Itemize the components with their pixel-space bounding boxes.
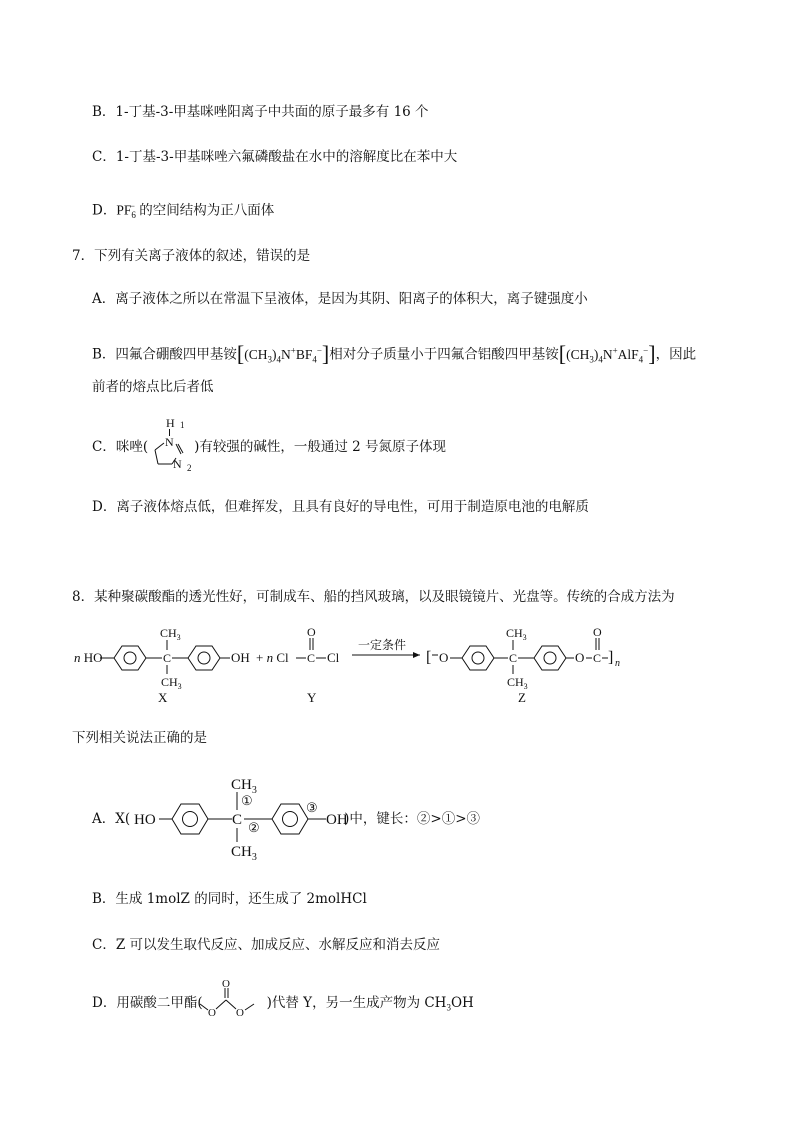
svg-text:Cl: Cl	[327, 650, 340, 665]
q8-stem: 8．某种聚碳酸酯的透光性好，可制成车、船的挡风玻璃，以及眼镜镜片、光盘等。传统的合成方法为	[72, 589, 675, 605]
svg-text:HO: HO	[134, 812, 156, 828]
q8-option-b: B．生成 1molZ 的同时，还生成了 2molHCl	[92, 891, 367, 907]
svg-text:n: n	[615, 658, 620, 669]
svg-text:C: C	[232, 812, 243, 828]
imidazole-structure	[146, 416, 200, 472]
svg-text:O: O	[236, 1007, 244, 1018]
svg-text:H: H	[166, 416, 175, 430]
q8-option-a: A．X( )中，键长：②>①>③	[92, 811, 481, 827]
label-z: Z	[518, 690, 526, 705]
svg-text:N: N	[165, 435, 174, 449]
svg-text:C: C	[509, 651, 518, 665]
q6-option-c: C．1-丁基-3-甲基咪唑六氟磷酸盐在水中的溶解度比在苯中大	[92, 149, 458, 165]
svg-text:C: C	[163, 651, 172, 665]
dimethyl-carbonate-structure	[196, 978, 266, 1018]
svg-text:O: O	[439, 650, 449, 665]
bisphenol-a-structure	[128, 772, 358, 864]
svg-text:O: O	[208, 1007, 216, 1018]
svg-text:CH3: $CH_3$	[160, 626, 181, 642]
svg-text:O: O	[307, 625, 316, 639]
q6-option-d: D．$PF_6^-$ 的空间结构为正八面体	[92, 201, 275, 221]
svg-text:②: ②	[248, 820, 260, 835]
q8-option-d: D．用碳酸二甲酯( )代替 Y，另一生成产物为 $CH_3OH$	[92, 995, 474, 1013]
svg-text:1: 1	[180, 420, 185, 430]
svg-text:CH3: $CH_3$	[507, 675, 528, 691]
svg-text:+ n Cl: + n Cl	[256, 650, 289, 665]
svg-text:CH3: $CH_3$	[506, 626, 527, 642]
q7-stem: 7．下列有关离子液体的叙述，错误的是	[72, 248, 311, 264]
svg-text:N: N	[173, 457, 182, 471]
q8-followup: 下列相关说法正确的是	[72, 730, 207, 746]
svg-text:C: C	[593, 651, 602, 665]
svg-text:n HO: n HO	[74, 650, 103, 665]
q7-option-d: D．离子液体熔点低，但难挥发，且具有良好的导电性，可用于制造原电池的电解质	[92, 499, 589, 515]
svg-text:CH3: $CH_3$	[161, 675, 182, 691]
svg-text:]: ]	[608, 649, 614, 666]
svg-text:O: O	[593, 625, 602, 639]
q8-option-c: C．Z 可以发生取代反应、加成反应、水解反应和消去反应	[92, 937, 440, 953]
svg-text:①: ①	[241, 793, 253, 808]
q7-option-a: A．离子液体之所以在常温下呈液体，是因为其阴、阳离子的体积大，离子键强度小	[92, 291, 588, 307]
label-y: Y	[307, 690, 317, 705]
svg-text:O: O	[222, 978, 230, 990]
svg-text:OH: OH	[231, 650, 250, 665]
q6-option-b: B．1-丁基-3-甲基咪唑阳离子中共面的原子最多有 16 个	[92, 104, 429, 120]
reaction-scheme	[70, 622, 730, 708]
q7-option-c: C．咪唑( )有较强的碱性，一般通过 2 号氮原子体现	[92, 439, 447, 455]
svg-text:OH: OH	[326, 812, 348, 828]
label-x: X	[158, 690, 168, 705]
svg-text:[: [	[426, 649, 432, 666]
q7-option-b-line2: 前者的熔点比后者低	[92, 379, 214, 395]
svg-text:C: C	[307, 651, 316, 665]
reaction-condition: 一定条件	[358, 638, 407, 652]
q7-option-b-line1: B．四氟合硼酸四甲基铵$[(CH_3)_4N^+BF_4^-]$相对分子质量小于四氟合铝酸四甲基铵$[(CH_3)_4N^+AlF_4^-]$，因此	[92, 340, 697, 366]
svg-text:③: ③	[306, 800, 318, 815]
svg-text:O: O	[575, 650, 585, 665]
svg-text:CH3: $CH_3$	[231, 777, 257, 796]
svg-text:CH3: $CH_3$	[231, 844, 257, 863]
svg-text:2: 2	[187, 463, 192, 472]
